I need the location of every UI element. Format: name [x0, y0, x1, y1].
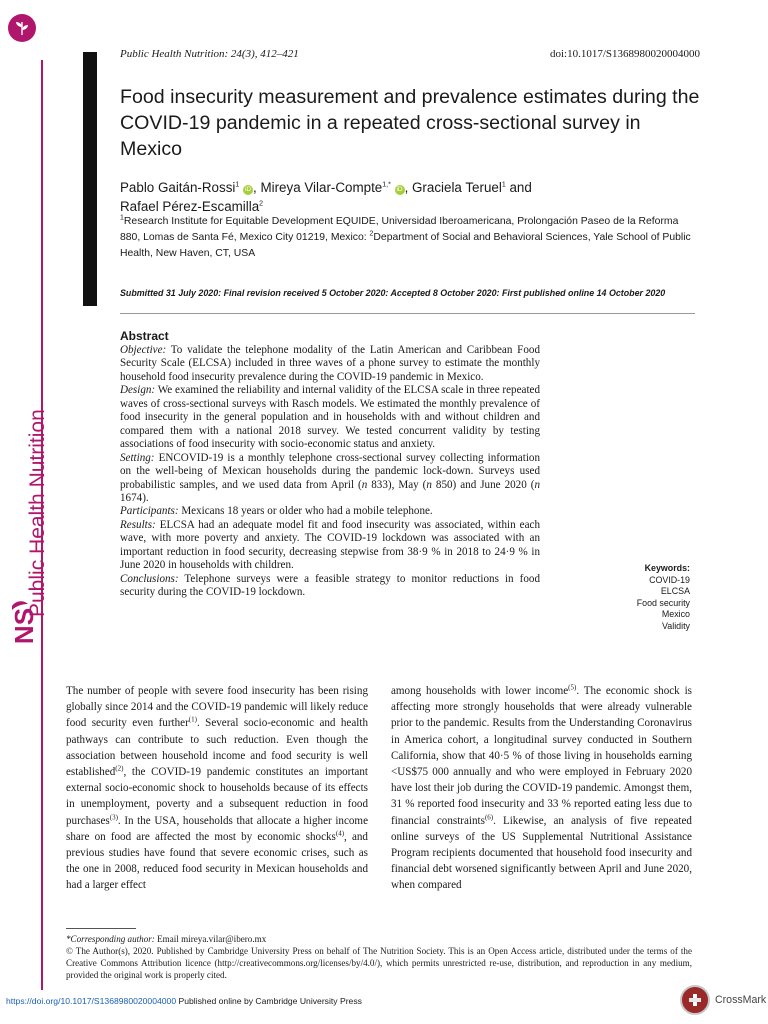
orcid-icon[interactable]: iD — [244, 186, 252, 193]
crossmark-badge[interactable] — [680, 985, 766, 1015]
citation-ref[interactable]: (3) — [109, 812, 118, 821]
nutrition-society-logo-icon — [6, 598, 36, 654]
affiliation-1: Research Institute for Equitable Development EQUIDE, Universidad Iberoamericana, Prolongación Paseo de la Reforma 880, Lomas de Santa Fé, Mexico City 01219, Mexico: — [120, 216, 679, 243]
keywords-heading: Keywords: — [644, 563, 690, 573]
author-affil-ref: 1 — [501, 181, 506, 189]
author-affil-ref: 1 — [235, 181, 240, 189]
affiliations — [120, 214, 700, 262]
doi-header: doi:10.1017/S1368980020004000 — [549, 48, 700, 60]
author-name: Mireya Vilar-Compte — [260, 180, 383, 195]
affil-marker: 2 — [369, 230, 374, 238]
abstract-label-setting: Setting: — [120, 451, 155, 464]
abstract-label-participants: Participants: — [120, 505, 179, 518]
body-text: . Likewise, an analysis of five repeated online surveys of the US Supplemental Nutritional Assistance Program recipients documented that household food insecurity and financial debt worsened significantly between April and June 2020, when compared — [391, 814, 692, 892]
abstract-label-conclusions: Conclusions: — [120, 572, 179, 585]
body-text: . Several socio-economic and health pathways can contribute to such reduction. Even though the association between household income and food security is well established — [66, 717, 368, 779]
body-text: The number of people with severe food insecurity has been rising globally since 2014 and the COVID-19 pandemic will likely reduce food security even further — [66, 685, 368, 730]
divider — [120, 313, 695, 314]
abstract-design: We examined the reliability and internal validity of the ELCSA scale in three repeated waves of cross-sectional surveys with Rasch models. We estimated the monthly prevalence of food insecurity in the general population and in households with and without children and compared them with a national 2018 survey. We tested concurrent validity by testing associations of food insecurity with socio-economic status and anxiety. — [120, 384, 540, 451]
publisher-logo-icon — [8, 14, 36, 42]
abstract-setting: 850) and June 2020 ( — [431, 478, 535, 491]
article-title: Food insecurity measurement and prevalence estimates during the COVID-19 pandemic in a repeated cross-sectional survey in Mexico — [120, 86, 700, 160]
publisher-footer — [6, 996, 362, 1006]
keyword: COVID-19 — [649, 574, 690, 585]
footnotes — [66, 933, 692, 981]
abstract-label-design: Design: — [120, 384, 156, 397]
affil-marker: 1 — [120, 214, 124, 222]
abstract-setting: ENCOVID-19 is a monthly telephone cross-sectional survey collecting information on the well-being of Mexican households during the pandemic lock-down. Surveys used probabilistic samples, and we used data from April ( — [120, 451, 540, 491]
svg-text:NS: NS — [9, 607, 36, 645]
abstract-heading: Abstract — [120, 329, 169, 343]
crossmark-label: CrossMark — [715, 994, 767, 1006]
abstract-label-results: Results: — [120, 518, 156, 531]
n-symbol: n — [426, 478, 432, 491]
journal-brand-vertical: Public Health Nutrition — [26, 409, 49, 617]
abstract-body — [120, 344, 540, 600]
author-affil-ref: 2 — [259, 200, 264, 208]
title-marker-bar — [83, 52, 97, 306]
keyword: Validity — [662, 620, 690, 631]
author-affil-ref: 1,* — [382, 181, 391, 189]
body-text: . The economic shock is affecting more strongly households that were already vulnerable prior to the pandemic. Results from the Understanding Coronavirus in America cohort, a longitudinal survey conducted in Southern California, show that 40·5 % of those living in households earning <US$75 000 annually and who were employed in February 2020 have lost their job during the COVID-19 pandemic. Amongst them, 31 % reported food insecurity and 33 % reported eating less due to financial constraints — [391, 685, 692, 827]
author-list — [120, 178, 700, 216]
citation-ref[interactable]: (1) — [188, 715, 197, 724]
abstract-conclusions: Telephone surveys were a feasible strategy to monitor reductions in food security during the COVID-19 lockdown. — [120, 572, 540, 599]
abstract-results: ELCSA had an adequate model fit and food insecurity was associated, within each wave, with more poverty and anxiety. The COVID-19 lockdown was associated with an important reduction in food security, decreasing stepwise from 38·9 % in 2018 to 24·9 % in June 2020 in households with children. — [120, 518, 540, 572]
citation-ref[interactable]: (5) — [568, 683, 577, 692]
citation-ref[interactable]: (4) — [335, 829, 345, 838]
license-text: © The Author(s), 2020. Published by Cambridge University Press on behalf of The Nutrition Society. This is an Open Access article, distributed under the terms of the Creative Commons Attribution licence (http://creativecommons.org/licenses/by/4.0/), which permits unrestricted re-use, distribution, and reproduction in any medium, provided the original work is properly cited. — [66, 946, 692, 980]
n-symbol: n — [534, 478, 540, 491]
footnote-rule — [66, 928, 136, 929]
n-symbol: n — [361, 478, 368, 491]
journal-citation: Public Health Nutrition: 24(3), 412–421 — [120, 48, 299, 60]
abstract-label-objective: Objective: — [120, 344, 167, 356]
keyword: ELCSA — [660, 586, 690, 596]
body-column-right — [391, 683, 692, 894]
keyword: Mexico — [661, 609, 690, 619]
crossmark-icon — [680, 985, 710, 1015]
corresponding-author-label: *Corresponding author: — [66, 934, 155, 944]
body-text: , and previous studies have found that severe economic crises, such as the one in 2008, reduced food security in Mexican households and had a larger effect — [66, 830, 368, 892]
abstract-setting: 833), May ( — [367, 478, 427, 491]
author-name: Pablo Gaitán-Rossi — [120, 180, 236, 195]
separator: , — [404, 180, 413, 195]
doi-link[interactable]: https://doi.org/10.1017/S1368980020004000 — [6, 996, 177, 1006]
keywords-block — [590, 563, 690, 632]
author-name: Graciela Teruel — [412, 180, 502, 195]
orcid-icon[interactable]: iD — [396, 186, 403, 193]
separator: and — [505, 180, 532, 195]
published-online-text: Published online by Cambridge University Press — [176, 996, 362, 1006]
body-text: , the COVID-19 pandemic constitutes an important external socio-economic shock to households because of its effects in unemployment, poverty and a subsequent reduction in food purchases — [66, 766, 368, 827]
abstract-participants: Mexicans 18 years or older who had a mobile telephone. — [178, 505, 433, 518]
body-column-left — [66, 683, 368, 894]
body-text: . In the USA, households that allocate a higher income share on food are affected the most by economic shocks — [66, 814, 368, 843]
submission-dates: Submitted 31 July 2020: Final revision received 5 October 2020: Accepted 8 October 2020: First published online 14 October 2020 — [120, 288, 666, 298]
abstract-setting: 1674). — [120, 491, 149, 504]
citation-ref[interactable]: (2) — [115, 764, 124, 773]
body-text: among households with lower income — [391, 685, 569, 697]
author-name: Rafael Pérez-Escamilla — [120, 199, 260, 214]
leaf-icon — [13, 19, 31, 37]
affiliation-2: Department of Social and Behavioral Sciences, Yale School of Public Health, New Haven, CT, USA — [120, 232, 691, 259]
abstract-objective: To validate the telephone modality of the Latin American and Caribbean Food Security Scale (ELCSA) included in three waves of a phone survey to estimate the monthly household food insecurity prevalence during the COVID-19 pandemic in Mexico. — [120, 344, 540, 383]
separator: , — [253, 180, 261, 195]
corresponding-author-email[interactable]: Email mireya.vilar@ibero.mx — [154, 934, 267, 944]
keyword: Food security — [636, 597, 690, 608]
citation-ref[interactable]: (6) — [484, 812, 494, 821]
